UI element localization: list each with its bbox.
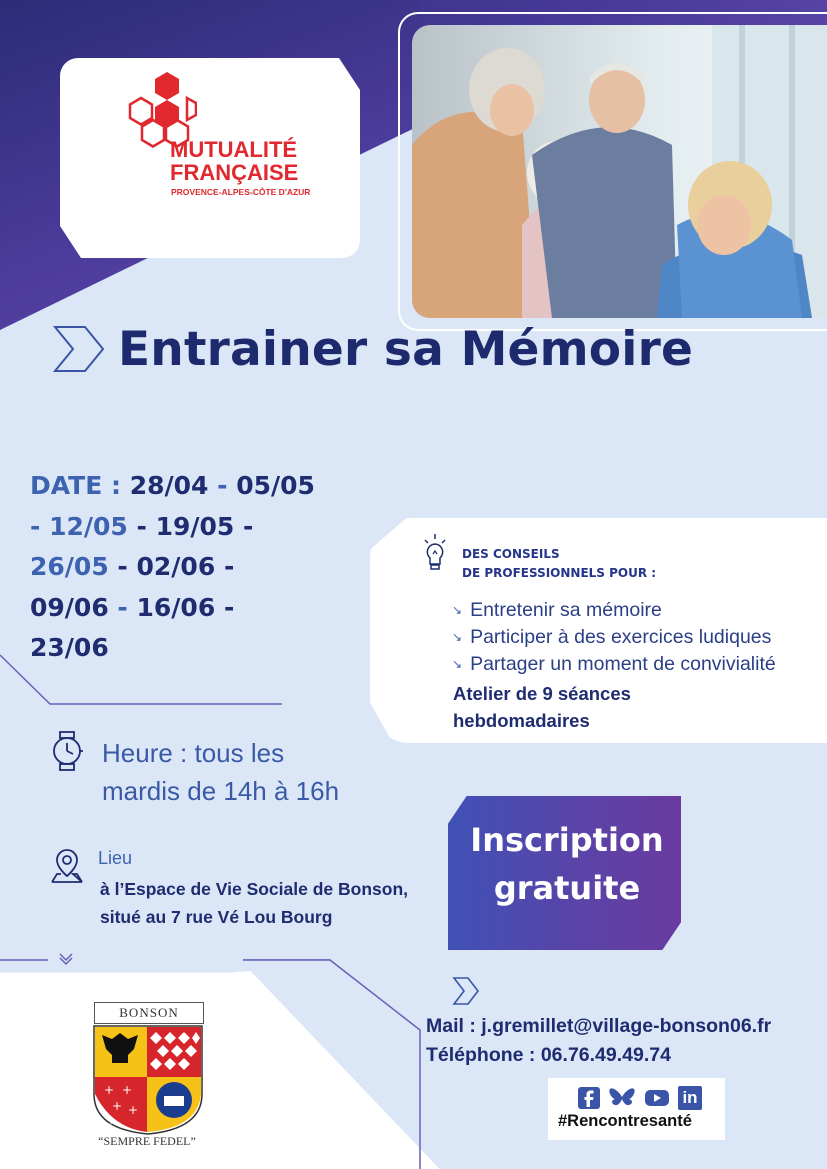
conseils-heading	[462, 545, 656, 583]
date-part: -	[215, 592, 235, 622]
svg-text:+: +	[122, 1083, 133, 1097]
date-part: -	[108, 552, 137, 581]
date-part: -	[215, 552, 235, 581]
svg-text:+: +	[106, 1113, 117, 1127]
lieu-line-2: situé au 7 rue Vé Lou Bourg	[100, 907, 333, 927]
youtube-icon[interactable]	[644, 1088, 670, 1108]
chevron-right-small-icon	[452, 976, 480, 1006]
svg-text:+: +	[128, 1103, 139, 1117]
seniors-photo	[412, 25, 827, 318]
mutualite-brand	[170, 138, 298, 184]
linkedin-icon[interactable]: in	[678, 1086, 702, 1110]
arrow-icon: ↘	[452, 603, 463, 617]
list-item	[452, 597, 776, 624]
conseils-list	[452, 597, 776, 678]
coat-of-arms-icon	[92, 1024, 204, 1136]
contact-info	[426, 1012, 771, 1070]
lieu-address	[100, 875, 408, 931]
inscription-line-2: gratuite	[493, 869, 641, 907]
date-part: 23/06	[30, 633, 109, 662]
atelier-line-1: Atelier de 9 séances	[453, 683, 631, 704]
atelier-info	[453, 680, 753, 734]
date-part: -	[208, 471, 237, 500]
inscription-line-1: Inscription	[470, 821, 664, 859]
lightbulb-icon	[424, 534, 446, 576]
facebook-icon[interactable]	[578, 1087, 600, 1109]
contact-telephone[interactable]: Téléphone : 06.76.49.49.74	[426, 1044, 671, 1066]
atelier-line-2: hebdomadaires	[453, 710, 590, 731]
social-icons	[578, 1086, 702, 1110]
arrow-icon: ↘	[452, 657, 463, 671]
crest-label: BONSON	[94, 1002, 204, 1024]
date-part: -	[108, 592, 137, 622]
lieu-line-1: à l’Espace de Vie Sociale de Bonson,	[100, 879, 408, 899]
brand-line-1: MUTUALITÉ	[170, 137, 298, 162]
date-part: 05/05	[236, 471, 315, 500]
conseils-heading-line-1: DES CONSEILS	[462, 547, 560, 561]
date-part: 02/06	[136, 552, 216, 581]
arrow-icon: ↘	[452, 630, 463, 644]
date-part: 26/05	[30, 552, 109, 581]
date-part: 16/06	[136, 592, 216, 622]
contact-mail[interactable]: Mail : j.gremillet@village-bonson06.fr	[426, 1015, 772, 1037]
heure-line-2: mardis de 14h à 16h	[102, 776, 340, 806]
date-part: -	[234, 511, 254, 541]
date-part: 09/06	[30, 592, 109, 622]
lieu-label: Lieu	[98, 848, 133, 868]
page-title: Entrainer sa Mémoire	[118, 322, 694, 377]
conseils-heading-line-2: DE PROFESSIONNELS POUR :	[462, 566, 657, 580]
date-part: -	[127, 511, 156, 541]
crest-motto: “SEMPRE FEDEL”	[98, 1134, 196, 1148]
heure-line-1: Heure : tous les	[102, 738, 285, 768]
svg-text:+: +	[104, 1083, 115, 1097]
brand-region: PROVENCE-ALPES-CÔTE D'AZUR	[171, 187, 311, 197]
date-part: 19/05	[155, 511, 235, 541]
heure-info	[102, 734, 339, 810]
list-item-text: Partager un moment de convivialité	[470, 653, 776, 675]
list-item	[452, 624, 776, 651]
watch-icon	[50, 731, 84, 771]
list-item	[452, 651, 776, 678]
date-part: - 12/05	[30, 511, 128, 541]
date-label: DATE :	[30, 471, 130, 500]
location-pin-icon	[50, 848, 84, 884]
list-item-text: Entretenir sa mémoire	[470, 599, 662, 621]
svg-text:+: +	[112, 1099, 123, 1113]
date-block	[30, 466, 360, 669]
inscription-text	[448, 816, 686, 912]
hashtag: #Rencontresanté	[558, 1112, 692, 1130]
bluesky-icon[interactable]	[608, 1086, 636, 1110]
date-part: 28/04	[129, 471, 209, 500]
list-item-text: Participer à des exercices ludiques	[470, 626, 772, 648]
bonson-crest	[82, 1000, 212, 1158]
chevron-down-icon	[58, 952, 74, 966]
chevron-right-icon	[53, 325, 105, 373]
brand-line-2: FRANÇAISE	[170, 160, 299, 185]
